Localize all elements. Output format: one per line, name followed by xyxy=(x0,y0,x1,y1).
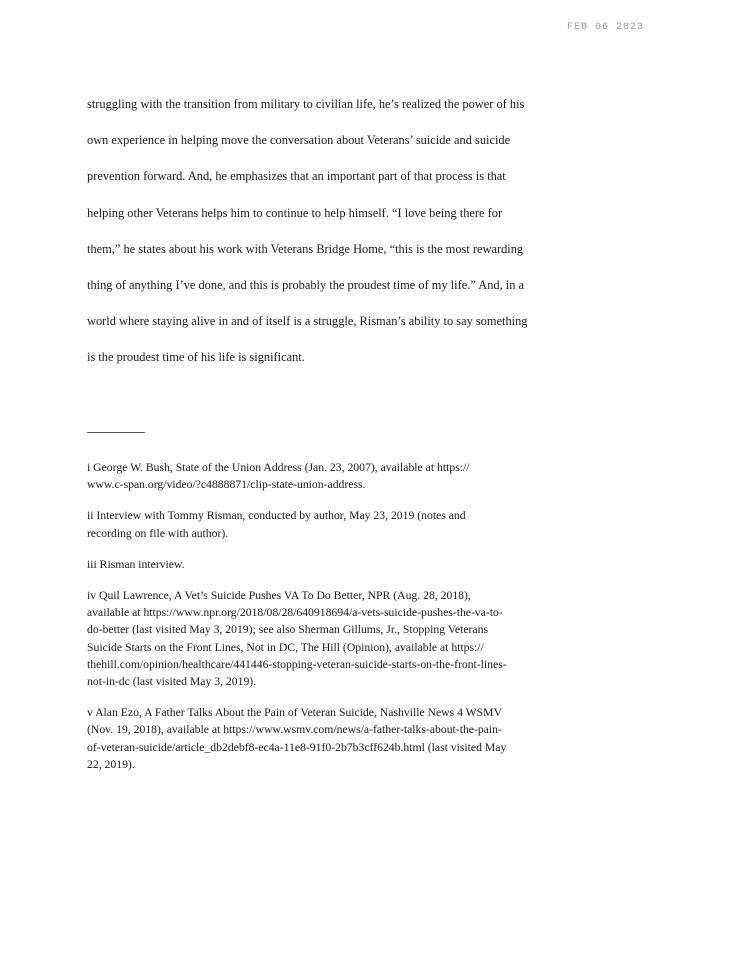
body-line: own experience in helping move the conversation about Veterans’ suicide and suicide xyxy=(87,133,511,148)
footnote-iv xyxy=(87,587,627,690)
footnote-line: 22, 2019). xyxy=(87,757,135,771)
body-line: helping other Veterans helps him to continue to help himself. “I love being there for xyxy=(87,205,503,220)
footnote-line: iii Risman interview. xyxy=(87,557,185,571)
footnote-divider xyxy=(87,432,145,433)
footnote-line: i George W. Bush, State of the Union Address (Jan. 23, 2007), available at https:// xyxy=(87,461,470,474)
footnote-line: thehill.com/opinion/healthcare/441446-stopping-veteran-suicide-starts-on-the-front-lines- xyxy=(87,657,507,671)
footnote-line: (Nov. 19, 2018), available at https://www.wsmv.com/news/a-father-talks-about-the-pain- xyxy=(87,723,502,737)
body-line: them,” he states about his work with Veterans Bridge Home, “this is the most rewarding xyxy=(87,241,524,256)
body-line: world where staying alive in and of itself is a struggle, Risman’s ability to say something xyxy=(87,314,528,329)
body-line: thing of anything I’ve done, and this is probably the proudest time of my life.” And, in a xyxy=(87,278,525,293)
date-stamp: FEB 06 2023 xyxy=(566,22,644,33)
body-line: prevention forward. And, he emphasizes that an important part of that process is that xyxy=(87,169,506,184)
footnote-line: not-in-dc (last visited May 3, 2019). xyxy=(87,675,257,689)
footnote-i xyxy=(87,459,627,493)
body-paragraph xyxy=(87,86,627,376)
footnote-v xyxy=(87,704,627,773)
footnote-line: do-better (last visited May 3, 2019); see also Sherman Gillums, Jr., Stopping Veterans xyxy=(87,623,488,637)
footnotes-section xyxy=(87,459,627,787)
footnote-ii xyxy=(87,507,627,541)
body-line: struggling with the transition from military to civilian life, he’s realized the power of his xyxy=(87,97,525,111)
footnote-line: recording on file with author). xyxy=(87,526,229,540)
footnote-iii xyxy=(87,556,627,573)
footnote-line: of-veteran-suicide/article_db2debf8-ec4a-11e8-91f0-2b7b3cff624b.html (last visited May xyxy=(87,740,507,754)
footnote-line: available at https://www.npr.org/2018/08/28/640918694/a-vets-suicide-pushes-the-va-to- xyxy=(87,606,503,620)
footnote-line: www.c-span.org/video/?c4888871/clip-state-union-address. xyxy=(87,478,366,492)
body-line: is the proudest time of his life is significant. xyxy=(87,350,305,365)
footnote-line: Suicide Starts on the Front Lines, Not in DC, The Hill (Opinion), available at https:// xyxy=(87,640,484,654)
footnote-line: v Alan Ezo, A Father Talks About the Pain of Veteran Suicide, Nashville News 4 WSMV xyxy=(87,706,503,720)
footnote-line: ii Interview with Tommy Risman, conducted by author, May 23, 2019 (notes and xyxy=(87,509,466,523)
footnote-line: iv Quil Lawrence, A Vet’s Suicide Pushes VA To Do Better, NPR (Aug. 28, 2018), xyxy=(87,589,471,603)
